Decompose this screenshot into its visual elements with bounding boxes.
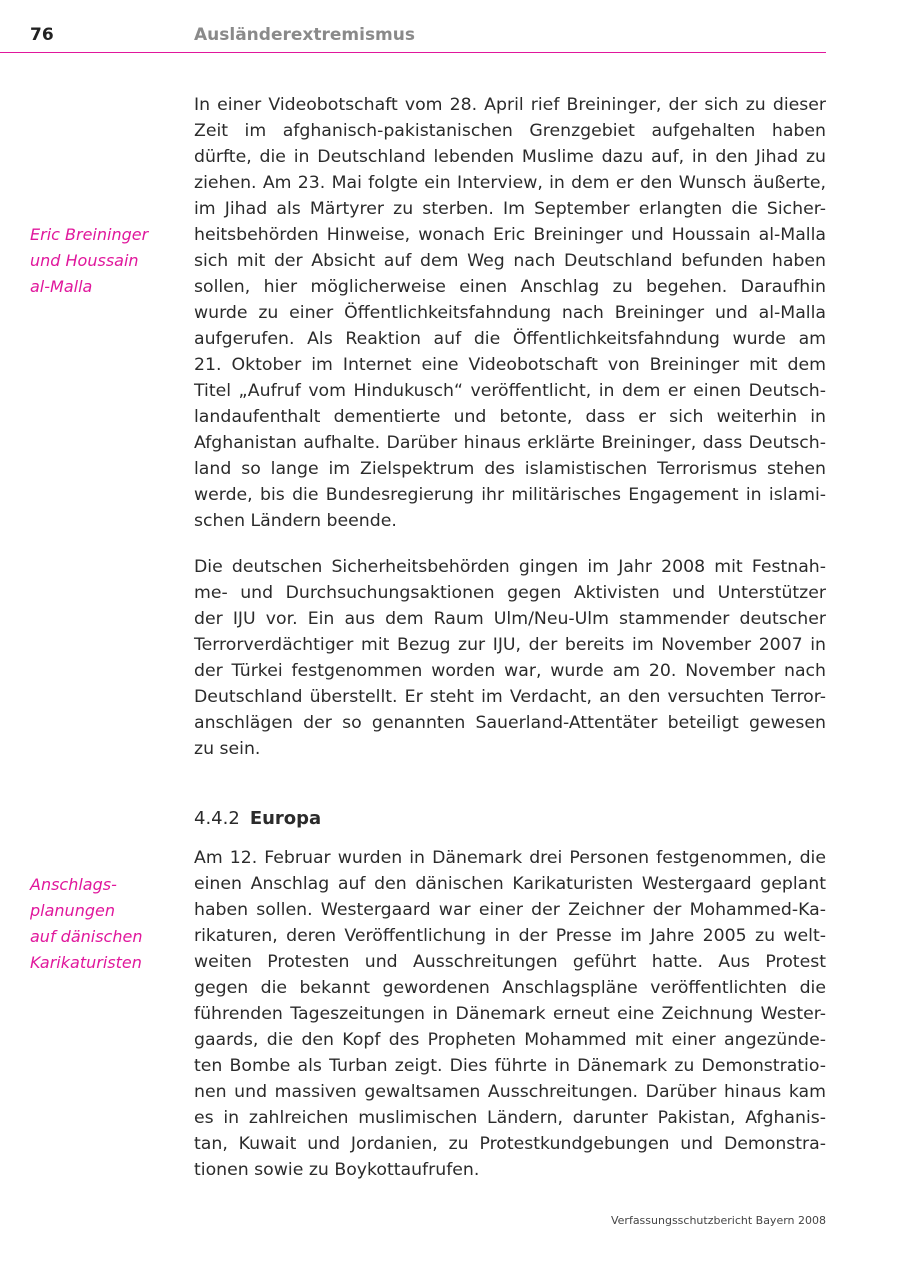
text-line: Afghanistan aufhalte. Darüber hinaus erklärte Breininger, dass Deutsch- <box>194 433 826 453</box>
text-line: rikaturen, deren Veröffentlichung in der Presse im Jahre 2005 zu welt- <box>194 926 826 946</box>
section-heading <box>194 806 321 832</box>
text-line: me- und Durchsuchungsaktionen gegen Aktivisten und Unterstützer <box>194 583 826 603</box>
sidenote-line: Karikaturisten <box>30 953 142 972</box>
text-line: In einer Videobotschaft vom 28. April rief Breininger, der sich zu dieser <box>194 95 826 115</box>
section-title: Europa <box>249 808 322 829</box>
text-line: 21. Oktober im Internet eine Videobotschaft von Breininger mit dem <box>194 355 826 375</box>
text-line: tionen sowie zu Boykottaufrufen. <box>194 1160 480 1180</box>
text-line: nen und massiven gewaltsamen Ausschreitungen. Darüber hinaus kam <box>194 1082 826 1102</box>
paragraph-1 <box>194 92 826 534</box>
text-line: gaards, die den Kopf des Propheten Mohammed mit einer angezünde- <box>194 1030 826 1050</box>
text-line: aufgerufen. Als Reaktion auf die Öffentlichkeitsfahndung wurde am <box>194 329 826 349</box>
text-line: der IJU vor. Ein aus dem Raum Ulm/Neu-Ulm stammender deutscher <box>194 609 826 629</box>
text-line: anschlägen der so genannten Sauerland-Attentäter beteiligt gewesen <box>194 713 826 733</box>
sidenote-line: auf dänischen <box>30 927 143 946</box>
text-line: führenden Tageszeitungen in Dänemark erneut eine Zeichnung Wester- <box>194 1004 826 1024</box>
text-line: tan, Kuwait und Jordanien, zu Protestkundgebungen und Demonstra- <box>194 1134 826 1154</box>
text-line: Die deutschen Sicherheitsbehörden gingen im Jahr 2008 mit Festnah- <box>194 557 826 577</box>
text-line: es in zahlreichen muslimischen Ländern, darunter Pakistan, Afghanis- <box>194 1108 826 1128</box>
page-header <box>0 22 826 53</box>
text-line: sich mit der Absicht auf dem Weg nach Deutschland befunden haben <box>194 251 826 271</box>
sidenote-line: Anschlags- <box>30 875 117 894</box>
text-line: Titel „Aufruf vom Hindukusch“ veröffentlicht, in dem er einen Deutsch- <box>194 381 826 401</box>
paragraph-2 <box>194 554 826 762</box>
text-line: Terrorverdächtiger mit Bezug zur IJU, der bereits im November 2007 in <box>194 635 826 655</box>
text-line: dürfte, die in Deutschland lebenden Muslime dazu auf, in den Jihad zu <box>194 147 826 167</box>
sidenote-line: Eric Breininger <box>30 225 149 244</box>
text-line: schen Ländern beende. <box>194 511 397 531</box>
text-line: heitsbehörden Hinweise, wonach Eric Breininger und Houssain al-Malla <box>194 225 826 245</box>
page-footer: Verfassungsschutzbericht Bayern 2008 <box>610 1214 826 1227</box>
text-line: gegen die bekannt gewordenen Anschlagspläne veröffentlichten die <box>194 978 826 998</box>
running-title: Ausländerextremismus <box>194 25 415 45</box>
sidenote-anschlagsplanungen <box>30 872 180 976</box>
text-line: weiten Protesten und Ausschreitungen geführt hatte. Aus Protest <box>194 952 826 972</box>
text-line: werde, bis die Bundesregierung ihr militärisches Engagement in islami- <box>194 485 826 505</box>
text-line: der Türkei festgenommen worden war, wurde am 20. November nach <box>194 661 826 681</box>
text-line: wurde zu einer Öffentlichkeitsfahndung nach Breininger und al-Malla <box>194 303 826 323</box>
paragraph-3 <box>194 845 826 1183</box>
text-line: ten Bombe als Turban zeigt. Dies führte in Dänemark zu Demonstratio- <box>194 1056 826 1076</box>
text-line: Zeit im afghanisch-pakistanischen Grenzgebiet aufgehalten haben <box>194 121 826 141</box>
text-line: Deutschland überstellt. Er steht im Verdacht, an den versuchten Terror- <box>194 687 826 707</box>
sidenote-breininger <box>30 222 180 300</box>
sidenote-line: planungen <box>30 901 115 920</box>
section-number: 4.4.2 <box>194 808 240 829</box>
text-line: zu sein. <box>194 739 261 759</box>
text-line: land so lange im Zielspektrum des islamistischen Terrorismus stehen <box>194 459 826 479</box>
sidenote-line: al-Malla <box>30 277 93 296</box>
sidenote-line: und Houssain <box>30 251 139 270</box>
text-line: einen Anschlag auf den dänischen Karikaturisten Westergaard geplant <box>194 874 826 894</box>
text-line: Am 12. Februar wurden in Dänemark drei Personen festgenommen, die <box>194 848 826 868</box>
text-line: sollen, hier möglicherweise einen Anschlag zu begehen. Daraufhin <box>194 277 826 297</box>
text-line: ziehen. Am 23. Mai folgte ein Interview, in dem er den Wunsch äußerte, <box>194 173 826 193</box>
text-line: im Jihad als Märtyrer zu sterben. Im September erlangten die Sicher- <box>194 199 826 219</box>
text-line: landaufenthalt dementierte und betonte, dass er sich weiterhin in <box>194 407 826 427</box>
text-line: haben sollen. Westergaard war einer der Zeichner der Mohammed-Ka- <box>194 900 826 920</box>
page-number: 76 <box>30 25 54 45</box>
